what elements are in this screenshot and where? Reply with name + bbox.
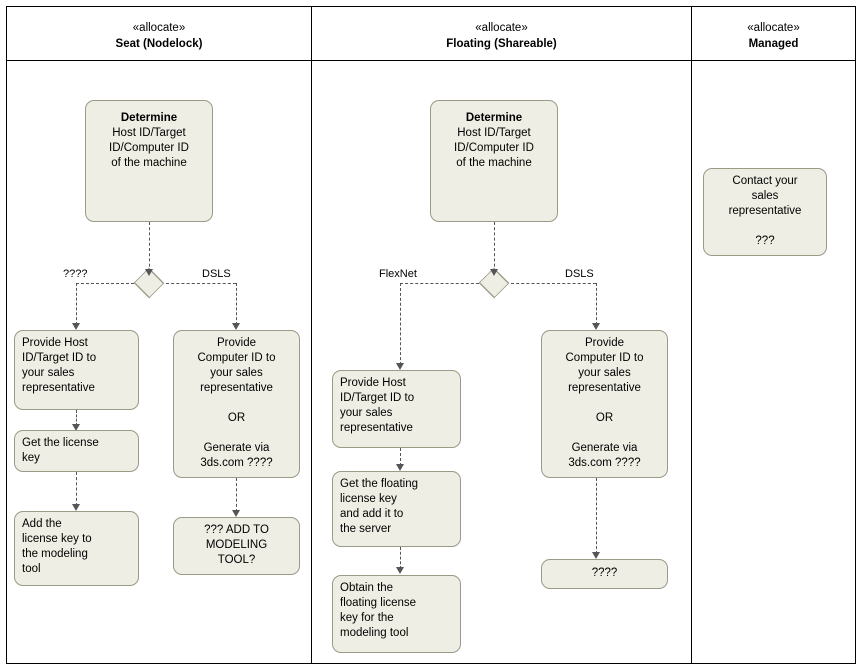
lane-header-seat <box>7 20 311 52</box>
node-text-line: of the machine <box>111 157 187 169</box>
node-text-line: key <box>22 452 40 464</box>
node-text-line: TOOL? <box>217 554 256 566</box>
lane-header-seat-stereotype: «allocate» <box>132 22 186 34</box>
edge-floating-decision-right <box>511 283 596 284</box>
lane-header-floating <box>312 20 691 52</box>
node-seat-add-to-modeling-tool[interactable] <box>173 517 300 575</box>
lane-header-floating-stereotype: «allocate» <box>475 22 528 34</box>
node-text-line: Computer ID to <box>565 352 644 364</box>
node-floating-obtain-key[interactable] <box>332 575 461 653</box>
edge-floating-computer-to-unknown <box>596 478 597 554</box>
lane-header-rule <box>6 60 856 61</box>
arrowhead-floating-left <box>396 363 404 370</box>
node-text-line: your sales <box>578 367 631 379</box>
node-floating-get-floating-key[interactable] <box>332 471 461 547</box>
edge-seat-computer-to-modeling <box>236 478 237 512</box>
node-seat-determine[interactable] <box>85 100 213 222</box>
node-floating-provide-computer-id[interactable] <box>541 330 668 478</box>
node-text-line: ID/Computer ID <box>109 142 189 154</box>
node-floating-determine[interactable] <box>430 100 558 222</box>
lane-divider-2 <box>691 6 692 664</box>
node-text-line: representative <box>340 422 413 434</box>
edge-floating-decision-left <box>400 283 479 284</box>
node-text-line: ID/Target ID to <box>340 392 415 404</box>
node-text-line: and add it to <box>340 508 404 520</box>
node-seat-get-license-key[interactable] <box>14 430 139 472</box>
edge-floating-left-down <box>400 283 401 365</box>
node-text-line <box>181 396 292 411</box>
arrowhead-seat-modeling <box>232 510 240 517</box>
node-text-line: ID/Computer ID <box>454 142 534 154</box>
node-text-line: OR <box>595 412 614 424</box>
node-text-line: Provide Host <box>340 377 406 389</box>
arrowhead-floating-decision <box>490 269 498 276</box>
node-text-line: Provide <box>585 337 624 349</box>
node-text-line: Add the <box>22 518 62 530</box>
node-text-line: 3ds.com ???? <box>200 457 273 469</box>
node-seat-provide-computer-id[interactable] <box>173 330 300 478</box>
node-text-line: your sales <box>210 367 263 379</box>
edge-label-seat-left: ???? <box>63 268 88 280</box>
node-managed-contact-sales[interactable] <box>703 168 827 256</box>
node-text-line: tool <box>22 563 41 575</box>
node-text-line: ??? <box>755 235 775 247</box>
lane-header-seat-name: Seat (Nodelock) <box>115 38 203 50</box>
node-text-line: OR <box>227 412 246 424</box>
arrowhead-floating-right <box>592 323 600 330</box>
lane-divider-1 <box>311 6 312 664</box>
node-text-line: Contact your <box>732 175 798 187</box>
arrowhead-seat-left <box>72 323 80 330</box>
edge-floating-getkey-to-obtain <box>400 547 401 569</box>
lane-header-managed-name: Managed <box>748 38 799 50</box>
edge-seat-decision-right <box>166 283 236 284</box>
edge-seat-right-down <box>236 283 237 325</box>
node-floating-provide-host-id[interactable] <box>332 370 461 448</box>
node-text-line: ???? <box>591 567 618 579</box>
node-text-line: Determine <box>465 112 523 124</box>
node-text-line: Generate via <box>571 442 638 454</box>
node-floating-unknown[interactable] <box>541 559 668 589</box>
node-text-line: ??? ADD TO <box>204 524 269 536</box>
node-text-line: Host ID/Target <box>112 127 186 139</box>
edge-label-floating-right: DSLS <box>565 268 594 280</box>
arrowhead-seat-decision <box>145 269 153 276</box>
node-text-line: ID/Target ID to <box>22 352 97 364</box>
node-text-line: Host ID/Target <box>457 127 531 139</box>
node-text-line: the modeling <box>22 548 88 560</box>
node-text-line: modeling tool <box>340 627 409 639</box>
node-text-line: license key to <box>22 533 92 545</box>
node-text-line <box>711 219 819 234</box>
arrowhead-floating-unknown <box>592 552 600 559</box>
node-text-line: representative <box>200 382 273 394</box>
node-text-line: 3ds.com ???? <box>568 457 641 469</box>
node-text-line: Computer ID to <box>197 352 276 364</box>
arrowhead-floating-getkey <box>396 464 404 471</box>
node-text-line: Get the floating <box>340 478 418 490</box>
node-text-line: the server <box>340 523 392 535</box>
lane-header-managed <box>692 20 855 52</box>
node-text-line: key for the <box>340 612 394 624</box>
edge-label-seat-right: DSLS <box>202 268 231 280</box>
node-text-line: floating license <box>340 597 417 609</box>
edge-floating-right-down <box>596 283 597 325</box>
arrowhead-floating-obtain <box>396 567 404 574</box>
node-text-line: of the machine <box>456 157 532 169</box>
node-text-line: Generate via <box>203 442 270 454</box>
edge-seat-left-down <box>76 283 77 325</box>
node-text-line: Provide <box>217 337 256 349</box>
node-text-line: representative <box>728 205 802 217</box>
node-text-line <box>549 426 660 441</box>
edge-seat-getkey-to-addkey <box>76 472 77 506</box>
node-text-line: MODELING <box>205 539 268 551</box>
node-text-line: Provide Host <box>22 337 88 349</box>
edge-label-floating-left: FlexNet <box>379 268 417 280</box>
node-text-line: your sales <box>340 407 393 419</box>
node-text-line <box>549 396 660 411</box>
node-seat-add-license-key[interactable] <box>14 511 139 586</box>
node-text-line: your sales <box>22 367 75 379</box>
node-text-line: Get the license <box>22 437 99 449</box>
node-seat-provide-host-id[interactable] <box>14 330 139 410</box>
node-text-line: sales <box>751 190 779 202</box>
arrowhead-seat-right <box>232 323 240 330</box>
lane-header-managed-stereotype: «allocate» <box>747 22 800 34</box>
node-text-line: license key <box>340 493 397 505</box>
node-text-line: representative <box>568 382 641 394</box>
node-text-line: representative <box>22 382 95 394</box>
arrowhead-seat-addkey <box>72 504 80 511</box>
node-text-line: Determine <box>120 112 178 124</box>
lane-header-floating-name: Floating (Shareable) <box>446 38 557 50</box>
node-text-line <box>181 426 292 441</box>
node-text-line: Obtain the <box>340 582 394 594</box>
edge-seat-decision-left <box>76 283 134 284</box>
